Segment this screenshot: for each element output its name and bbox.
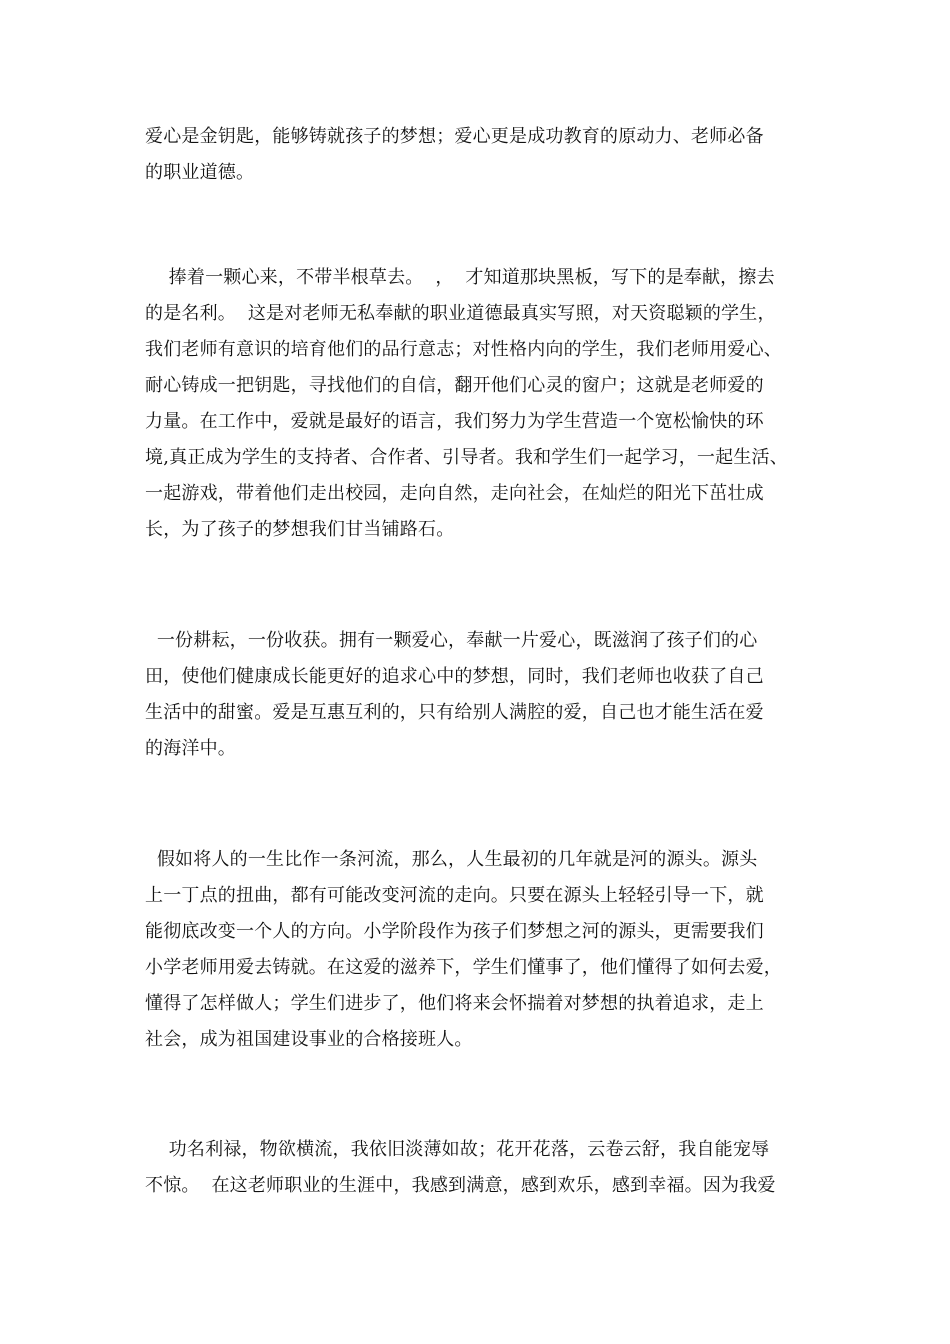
paragraph-line: 懂得了怎样做人；学生们进步了，他们将来会怀揣着对梦想的执着追求，走上 [145, 993, 764, 1014]
paragraph-line: 境,真正成为学生的支持者、合作者、引导者。我和学生们一起学习，一起生活、 [145, 447, 788, 468]
paragraph-line: 小学老师用爱去铸就。在这爱的滋养下，学生们懂事了，他们懂得了如何去爱， [145, 957, 782, 978]
paragraph-line: 的是名利。 这是对老师无私奉献的职业道德最真实写照，对天资聪颖的学生， [145, 303, 776, 324]
paragraph-line: 田，使他们健康成长能更好的追求心中的梦想，同时，我们老师也收获了自己 [145, 666, 764, 687]
paragraph-line: 社会，成为祖国建设事业的合格接班人。 [145, 1029, 473, 1050]
paragraph-line: 长，为了孩子的梦想我们甘当铺路石。 [145, 519, 455, 540]
paragraph-1 [145, 119, 835, 191]
paragraph-line: 一起游戏，带着他们走出校园，走向自然，走向社会，在灿烂的阳光下茁壮成 [145, 483, 764, 504]
paragraph-line: 上一丁点的扭曲，都有可能改变河流的走向。只要在源头上轻轻引导一下，就 [145, 885, 764, 906]
paragraph-line: 生活中的甜蜜。爱是互惠互利的，只有给别人满腔的爱，自己也才能生活在爱 [145, 702, 764, 723]
paragraph-line: 不惊。 在这老师职业的生涯中，我感到满意，感到欢乐，感到幸福。因为我爱 [145, 1175, 776, 1196]
paragraph-line: 我们老师有意识的培育他们的品行意志；对性格内向的学生，我们老师用爱心、 [145, 339, 782, 360]
paragraph-line: 捧着一颗心来，不带半根草去。 ， 才知道那块黑板，写下的是奉献，擦去 [145, 267, 775, 288]
paragraph-line: 一份耕耘，一份收获。拥有一颗爱心，奉献一片爱心，既滋润了孩子们的心 [145, 630, 758, 651]
paragraph-line: 能彻底改变一个人的方向。小学阶段作为孩子们梦想之河的源头，更需要我们 [145, 921, 764, 942]
paragraph-line: 力量。在工作中，爱就是最好的语言，我们努力为学生营造一个宽松愉快的环 [145, 411, 764, 432]
paragraph-line: 假如将人的一生比作一条河流，那么，人生最初的几年就是河的源头。源头 [145, 849, 758, 870]
paragraph-3 [145, 623, 835, 767]
paragraph-4 [145, 842, 835, 1058]
paragraph-line: 的海洋中。 [145, 738, 236, 759]
paragraph-5 [145, 1132, 835, 1204]
paragraph-line: 爱心是金钥匙，能够铸就孩子的梦想；爱心更是成功教育的原动力、老师必备 [145, 126, 764, 147]
paragraph-line: 耐心铸成一把钥匙，寻找他们的自信，翻开他们心灵的窗户；这就是老师爱的 [145, 375, 764, 396]
paragraph-2 [145, 260, 835, 548]
paragraph-line: 的职业道德。 [145, 162, 255, 183]
paragraph-line: 功名利禄，物欲横流，我依旧淡薄如故；花开花落，云卷云舒，我自能宠辱 [145, 1139, 770, 1160]
